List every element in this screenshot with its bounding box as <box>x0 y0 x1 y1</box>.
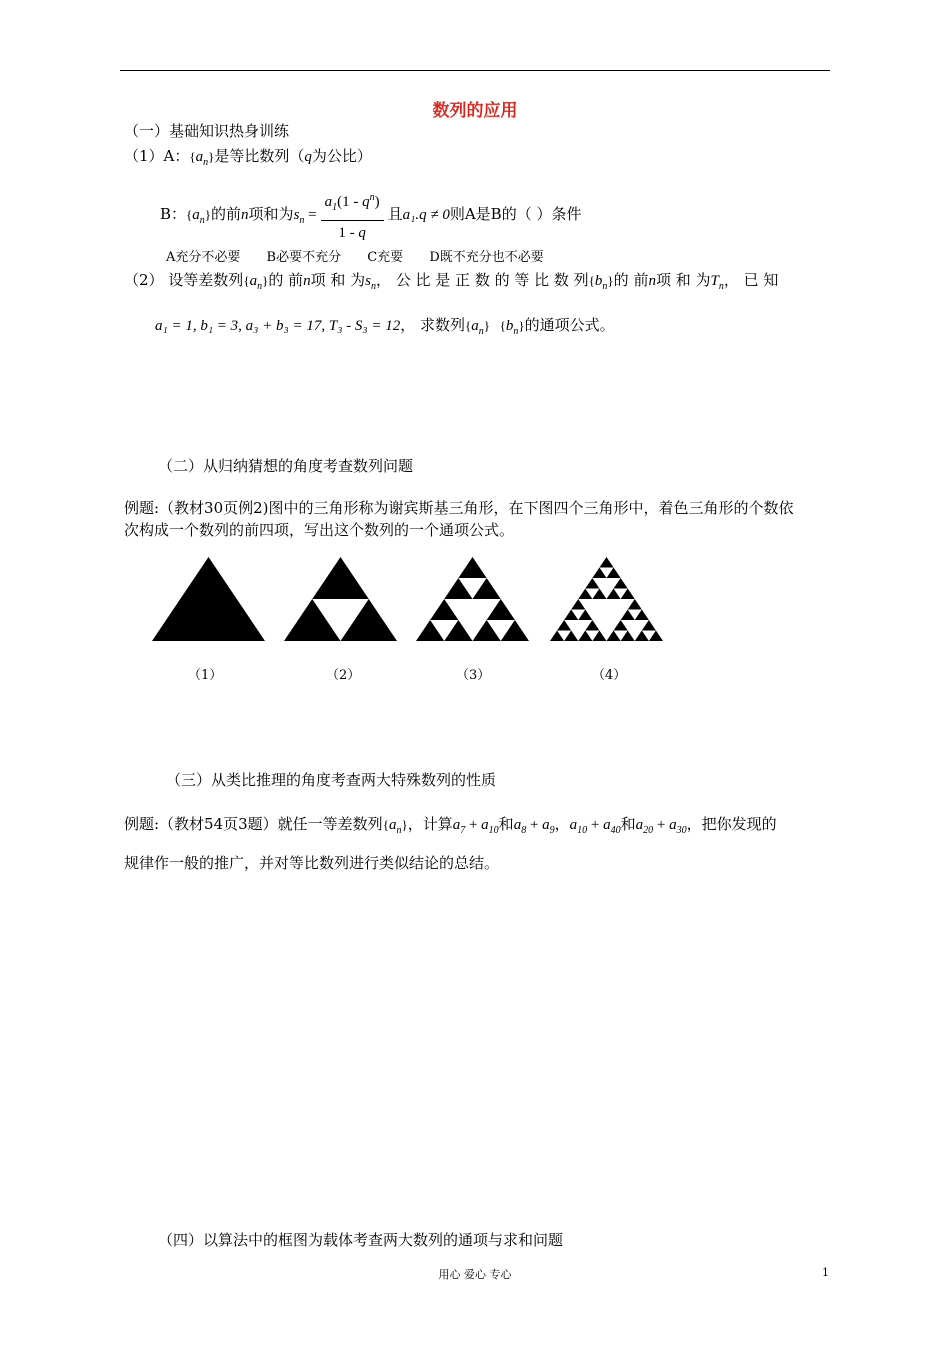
shaded-triangle <box>621 589 635 600</box>
shaded-triangle <box>416 620 444 641</box>
section-3-heading: （三）从类比推理的角度考查两大特殊数列的性质 <box>166 771 497 789</box>
q1-text-b-1: 的前 <box>211 204 242 223</box>
sec3-line-2: 规律作一般的推广，并对等比数列进行类似结论的总结。 <box>124 854 500 872</box>
shaded-triangle <box>487 599 515 620</box>
shaded-triangle <box>501 620 529 641</box>
shaded-triangle <box>430 599 458 620</box>
seq-a-n: $\{a_n\}$ <box>189 149 215 168</box>
q2-t-n: $T_n$ <box>710 273 724 292</box>
sec3-and-2: 和 <box>620 815 636 833</box>
option-a: A充分不必要 <box>166 250 241 265</box>
shaded-triangle <box>550 631 564 642</box>
seq-a-n-b: $\{a_n\}$ <box>186 206 212 226</box>
section-2-heading: （二）从归纳猜想的角度考查数列问题 <box>158 457 414 475</box>
expr-a8-a9: $a_8 + a_9$ <box>513 817 555 836</box>
sierpinski-triangle-3 <box>416 557 529 641</box>
q1-text-a-1: 是等比数列（ <box>214 147 305 165</box>
sec2-example-line-1: 例题:（教材30页例2)图中的三角形称为谢宾斯基三角形，在下图四个三角形中，着色三角形的个数依 <box>124 499 794 517</box>
q1-line-b <box>160 188 581 243</box>
caption-2: （2） <box>326 668 361 683</box>
expr-a7-a10: $a_7 + a_{10}$ <box>452 817 499 836</box>
q2-line-1: （2） 设等差数列$\{a_n\}$的 前n项 和 为$s_n$， 公 比 是 正 数 的 等 比 数 列$\{b_n\}$的 前n项 和 为$T_n$， 已 知 <box>124 271 779 292</box>
section-1-heading: （一）基础知识热身训练 <box>124 122 290 140</box>
q2-T: T <box>710 273 719 289</box>
q1-text-b-3: 且 <box>387 204 403 223</box>
n-symbol: n <box>241 206 249 223</box>
sierpinski-triangle-4 <box>550 557 663 641</box>
sec3-and-1: 和 <box>498 815 514 833</box>
q2-text-6: 项 和 为 <box>655 271 711 289</box>
shaded-triangle <box>628 599 642 610</box>
q1-text-b-2: 项和为 <box>248 204 294 223</box>
shaded-triangle <box>578 610 592 621</box>
caption-1: （1） <box>188 668 223 683</box>
shaded-triangle <box>635 631 649 642</box>
shaded-triangle <box>473 620 501 641</box>
q2-text-1: （2） 设等差数列 <box>124 271 244 289</box>
sec3-text-1: 例题:（教材54页3题）就任一等差数列 <box>124 815 383 833</box>
shaded-triangle <box>592 589 606 600</box>
q2-n: n <box>303 273 311 289</box>
shaded-triangle <box>284 599 341 641</box>
shaded-triangle <box>614 620 628 631</box>
sum-formula: $s_n$ = $\frac{a_1(1 - q^n)}{1 - q}$ <box>294 207 388 223</box>
shaded-triangle <box>578 589 592 600</box>
q2-given-formula: a₁ = 1, b₁ = 3, a₃ + b₃ = 17, T₃ - S₃ = 12 <box>155 318 401 334</box>
shaded-triangle <box>621 610 635 621</box>
shaded-triangle <box>592 631 606 642</box>
shaded-triangle <box>649 631 663 642</box>
q2-text-3: 项 和 为 <box>310 271 366 289</box>
shaded-triangle <box>607 589 621 600</box>
shaded-triangle <box>458 557 486 578</box>
q2-line2-text-2: 的通项公式。 <box>524 316 615 334</box>
sierpinski-triangle-1 <box>152 557 265 641</box>
sec2-example-line-2: 次构成一个数列的前四项，写出这个数列的一个通项公式。 <box>124 521 515 539</box>
shaded-triangle <box>444 620 472 641</box>
sierpinski-triangle-2 <box>284 557 397 641</box>
q2-text-5: 的 前 <box>613 271 649 289</box>
shaded-triangle <box>642 620 656 631</box>
condition-formula: a₁.q ≠ 0 <box>402 206 450 223</box>
shaded-triangle <box>578 631 592 642</box>
q2-text-4: ， 公 比 是 正 数 的 等 比 数 列 <box>375 271 589 289</box>
expr-a20-a30: $a_{20} + a_{30}$ <box>635 817 687 836</box>
page-number: 1 <box>822 1266 829 1279</box>
q-symbol: q <box>304 149 312 165</box>
caption-3: （3） <box>456 668 491 683</box>
shaded-triangle <box>607 631 621 642</box>
section-4-heading: （四）以算法中的框图为载体考查两大数列的通项与求和问题 <box>158 1231 564 1249</box>
q2-text-2: 的 前 <box>268 271 304 289</box>
sec3-text-2: ，计算 <box>407 815 453 833</box>
sec3-comma: ， <box>554 815 570 833</box>
shaded-triangle <box>599 557 613 568</box>
shaded-triangle <box>444 578 472 599</box>
option-b: B必要不充分 <box>266 250 342 265</box>
q1-text-a-2: 为公比） <box>311 147 372 165</box>
shaded-triangle <box>564 610 578 621</box>
shaded-triangle <box>607 568 621 579</box>
footer-motto: 用心 爱心 专心 <box>438 1268 512 1281</box>
q1-text-b-4: 则A是B的（ ）条件 <box>449 204 582 223</box>
shaded-triangle <box>341 599 398 641</box>
shaded-triangle <box>635 610 649 621</box>
q1-label-a: （1）A： <box>124 147 190 165</box>
q2-n2: n <box>648 273 656 289</box>
q1-line-a <box>124 145 372 168</box>
shaded-triangle <box>312 557 369 599</box>
sec3-line-1: 例题:（教材54页3题）就任一等差数列$\{a_n\}$，计算$a_7 + a_{10}$和$a_8 + a_9$，$a_{10} + a_{40}$和$a_{20} + a_{30}$，把你发现的 <box>124 815 777 836</box>
shaded-triangle <box>473 578 501 599</box>
shaded-triangle <box>621 631 635 642</box>
caption-4: （4） <box>592 668 627 683</box>
shaded-triangle <box>571 599 585 610</box>
q2-line2-text-1: ， 求数列 <box>400 316 466 334</box>
shaded-triangle <box>592 568 606 579</box>
q2-line-2: a₁ = 1, b₁ = 3, a₃ + b₃ = 17, T₃ - S₃ = 12， 求数列$\{a_n\}$ $\{b_n\}$的通项公式。 <box>155 316 615 337</box>
q2-text-7: ， 已 知 <box>723 271 779 289</box>
q1-options <box>166 246 566 265</box>
shaded-triangle <box>557 620 571 631</box>
shaded-triangle <box>585 578 599 589</box>
page-title: 数列的应用 <box>432 101 518 121</box>
shaded-triangle <box>152 557 265 641</box>
q2-s-n: $s_n$ <box>365 273 376 292</box>
header-rule <box>120 70 830 71</box>
q1-label-b: B： <box>160 204 187 223</box>
option-c: C充要 <box>367 250 404 265</box>
expr-a10-a40: $a_{10} + a_{40}$ <box>569 817 621 836</box>
shaded-triangle <box>585 620 599 631</box>
sec3-text-3: ，把你发现的 <box>686 815 777 833</box>
shaded-triangle <box>564 631 578 642</box>
shaded-triangle <box>614 578 628 589</box>
q2-s: s <box>365 273 371 289</box>
option-d: D既不充分也不必要 <box>429 250 544 265</box>
